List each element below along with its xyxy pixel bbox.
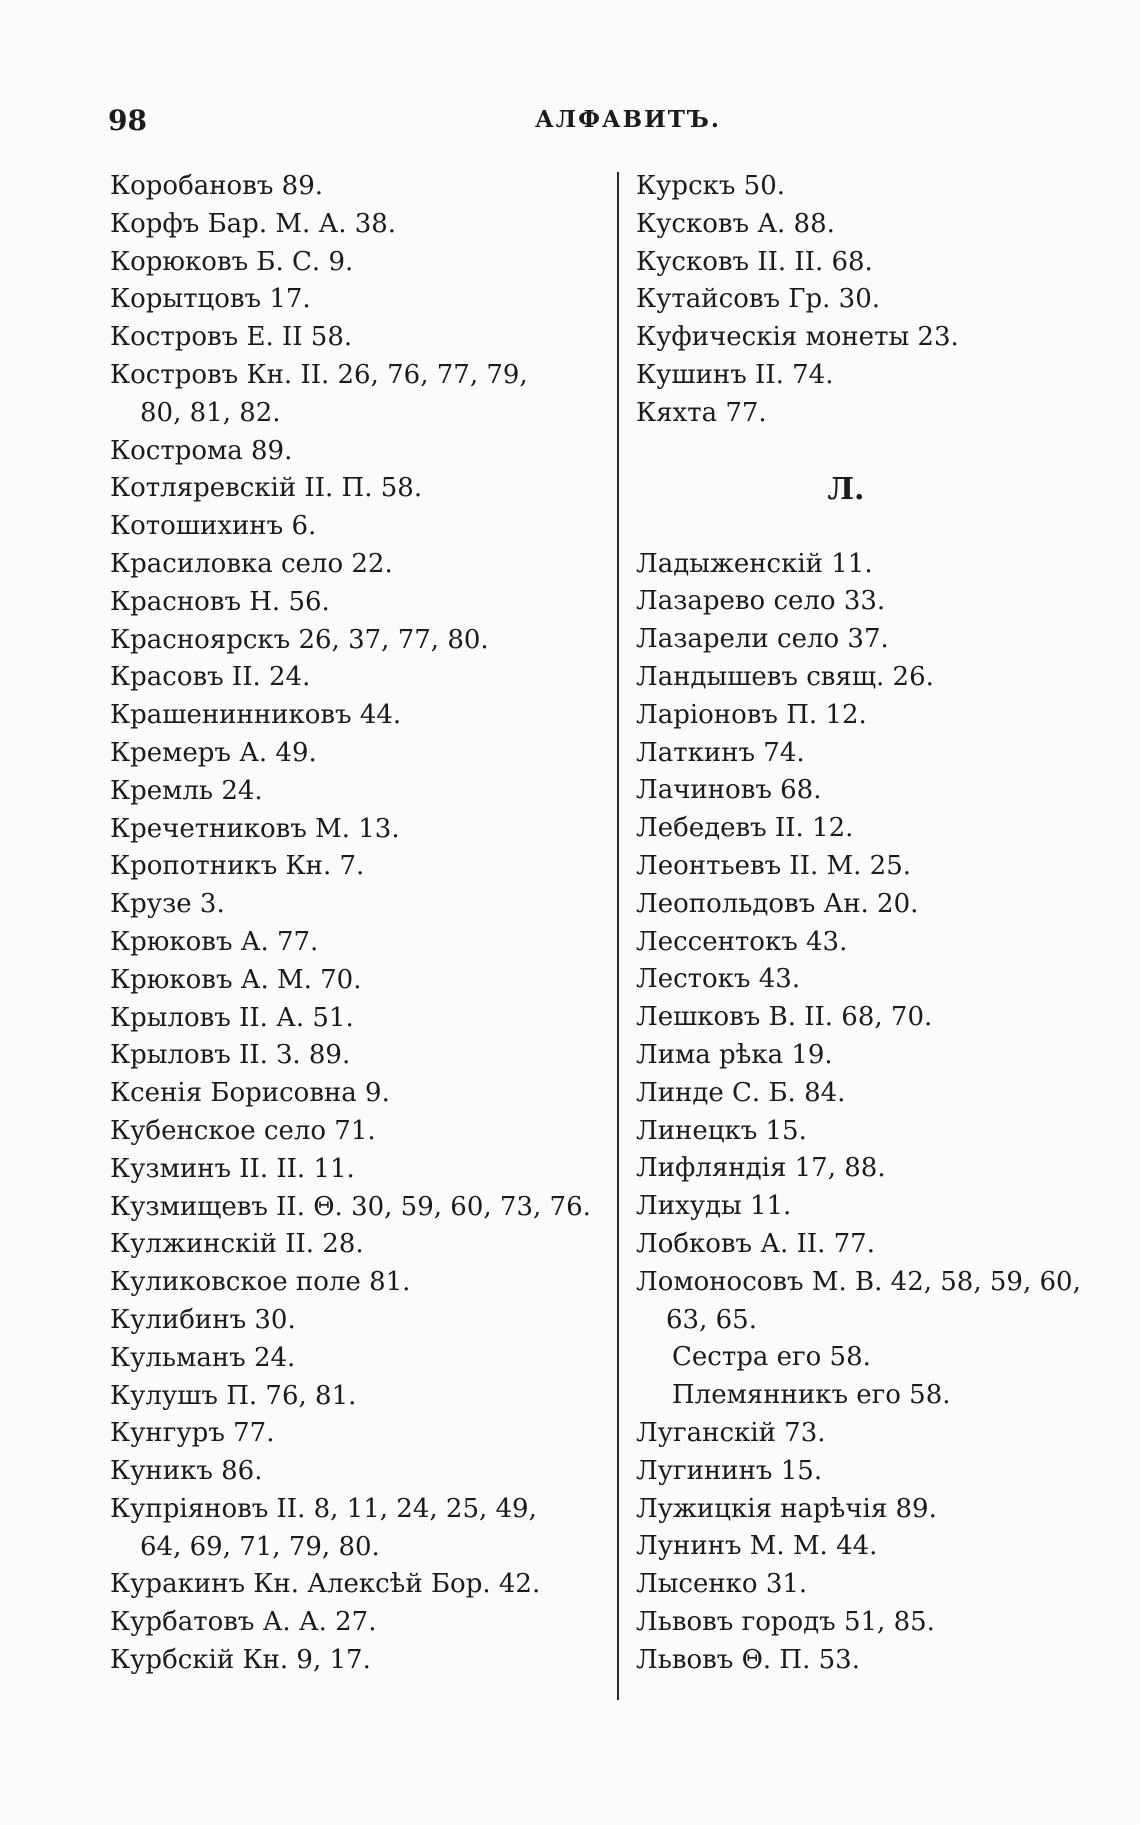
index-entry: Лобковъ А. II. 77. [636,1228,875,1259]
index-entry: Кремеръ А. 49. [110,737,317,768]
index-entry: Ломоносовъ М. В. 42, 58, 59, 60, [636,1266,1081,1297]
index-entry: Кунгуръ 77. [110,1418,275,1449]
index-entry: Лихуды 11. [636,1191,792,1222]
index-entry: Корытцовъ 17. [110,284,311,315]
index-entry: Лачиновъ 68. [636,775,822,806]
column-divider [617,172,619,1700]
index-entry: Крыловъ II. З. 89. [110,1040,351,1071]
index-entry: Крюковъ А. 77. [110,926,319,957]
index-entry: Корфъ Бар. М. А. 38. [110,208,397,239]
index-entry: Куракинъ Кн. Алексѣй Бор. 42. [110,1569,541,1600]
index-entry: Коробановъ 89. [110,171,324,201]
index-entry: Купріяновъ II. 8, 11, 24, 25, 49, [110,1493,537,1524]
index-entry: Куликовское поле 81. [110,1267,411,1298]
index-entry: Латкинъ 74. [636,737,805,768]
index-entry: Крузе 3. [110,889,225,920]
index-entry-continuation: 80, 81, 82. [140,397,281,428]
index-entry: Ладыженскій 11. [636,548,873,579]
index-entry: Костровъ Е. II 58. [110,322,353,353]
index-entry: Куфическія монеты 23. [636,322,959,353]
index-entry: Лессентокъ 43. [636,926,848,957]
index-entry-continuation: 63, 65. [666,1304,757,1335]
index-entry: Крыловъ II. А. 51. [110,1002,354,1033]
index-entry: Кульманъ 24. [110,1342,296,1373]
index-entry: Котошихинъ 6. [110,511,317,542]
index-entry: Кропотникъ Кн. 7. [110,851,365,882]
index-entry: Леонтьевъ II. М. 25. [636,850,912,881]
index-entry: Ксенія Борисовна 9. [110,1078,390,1109]
index-entry: Кулушъ П. 76, 81. [110,1380,357,1411]
index-entry: Кусковъ II. II. 68. [636,246,873,277]
index-entry: Леопольдовъ Ан. 20. [636,888,919,919]
index-entry: Луганскій 73. [636,1417,826,1448]
index-entry: Крюковъ А. М. 70. [110,964,362,995]
index-entry: Линде С. Б. 84. [636,1077,846,1108]
index-entry: Лестокъ 43. [636,964,801,995]
index-entry: Львовъ городъ 51, 85. [636,1606,935,1637]
index-entry: Лазарели село 37. [636,624,889,655]
index-entry: Лугининъ 15. [636,1455,823,1486]
index-subentry: Сестра его 58. [672,1342,871,1373]
index-entry: Линецкъ 15. [636,1115,807,1146]
index-entry: Курскъ 50. [636,171,786,201]
index-entry: Кострома 89. [110,435,293,466]
index-entry: Кузмищевъ II. Θ. 30, 59, 60, 73, 76. [110,1191,591,1222]
index-subentry: Племянникъ его 58. [672,1380,951,1411]
index-entry: Куникъ 86. [110,1456,263,1487]
index-entry: Кубенское село 71. [110,1115,376,1146]
index-entry: Кузминъ II. II. 11. [110,1153,355,1184]
index-entry: Лужицкія нарѣчія 89. [636,1493,937,1524]
index-entry: Кулибинъ 30. [110,1304,296,1335]
index-entry: Лима рѣка 19. [636,1039,833,1070]
index-entry: Красновъ Н. 56. [110,586,330,617]
page-number: 98 [108,104,147,137]
section-letter-heading: Л. [827,471,865,507]
index-entry: Кяхта 77. [636,397,767,428]
index-entry: Лунинъ М. М. 44. [636,1531,878,1562]
index-entry: Кутайсовъ Гр. 30. [636,284,881,315]
index-entry: Кулжинскій II. 28. [110,1229,364,1260]
index-entry: Корюковъ Б. С. 9. [110,246,354,277]
index-entry: Курбатовъ А. А. 27. [110,1607,377,1638]
index-entry: Кремль 24. [110,775,263,806]
index-entry: Красноярскъ 26, 37, 77, 80. [110,624,489,655]
index-entry: Курбскій Кн. 9, 17. [110,1645,371,1676]
index-entry: Ларіоновъ П. 12. [636,699,867,730]
index-entry: Крашенинниковъ 44. [110,700,402,731]
index-entry: Красиловка село 22. [110,548,393,579]
index-entry: Костровъ Кн. II. 26, 76, 77, 79, [110,359,528,390]
running-head: АЛФАВИТЪ. [535,106,721,133]
index-entry: Лысенко 31. [636,1569,808,1600]
index-entry: Лазарево село 33. [636,586,886,617]
index-entry: Котляревскій II. П. 58. [110,473,423,504]
index-entry: Лебедевъ II. 12. [636,813,854,844]
index-entry: Кречетниковъ М. 13. [110,813,400,844]
index-column-left [110,168,610,1680]
index-column-right [636,168,1136,1679]
index-entry: Кусковъ А. 88. [636,208,835,239]
index-entry: Львовъ Θ. П. 53. [636,1644,860,1675]
index-entry: Ландышевъ свящ. 26. [636,661,934,692]
index-entry: Лешковъ В. II. 68, 70. [636,1002,933,1033]
index-entry: Лифляндія 17, 88. [636,1153,886,1184]
index-entry: Красовъ II. 24. [110,662,311,693]
index-entry-continuation: 64, 69, 71, 79, 80. [140,1531,380,1562]
index-entry: Кушинъ II. 74. [636,359,834,390]
